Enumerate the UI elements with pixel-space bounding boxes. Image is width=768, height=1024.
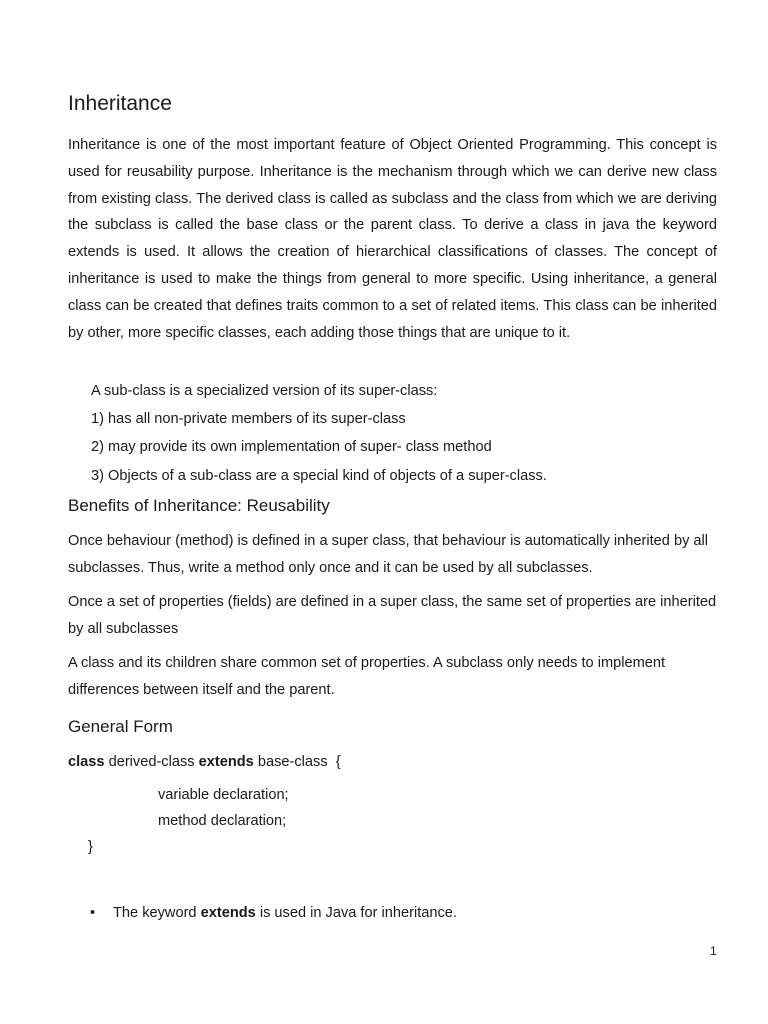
intro-paragraph: Inheritance is one of the most important feature of Object Oriented Programming. This concept is used for reusability purpose. Inheritance is the mechanism through which we can derive new class from existing class. The derived class is called as subclass and the class from which we are deriving the subclass is called the base class or the parent class. To derive a class in java the keyword extends is used. It allows the creation of hierarchical classifications of classes. The concept of inheritance is used to make the things from general to more specific. Using inheritance, a general class can be created that defines traits common to a set of related items. This class can be inherited by other, more specific classes, each adding those things that are unique to it.	[68, 137, 717, 341]
bullet-text-after: is used in Java for inheritance.	[255, 905, 457, 921]
code-body-line: variable declaration;	[158, 787, 289, 803]
derived-class-name: derived-class	[104, 754, 199, 770]
subclass-list-lead: A sub-class is a specialized version of its super-class:	[91, 383, 438, 399]
benefits-paragraph: Once behaviour (method) is defined in a super class, that behaviour is automatically inherited by all subclasses. Thus, write a method only once and it can be used by all subclasses.	[68, 533, 709, 576]
class-declaration-line	[68, 754, 341, 770]
general-form-heading: General Form	[68, 717, 173, 736]
benefits-paragraph: Once a set of properties (fields) are defined in a super class, the same set of properties are inherited by all subclasses	[68, 594, 717, 637]
benefits-heading: Benefits of Inheritance: Reusability	[68, 496, 330, 515]
subclass-list-item: 3) Objects of a sub-class are a special kind of objects of a super-class.	[91, 468, 547, 484]
extends-keyword: extends	[200, 905, 256, 921]
subclass-list-item: 1) has all non-private members of its super-class	[91, 411, 406, 427]
bullet-note	[113, 905, 457, 921]
bullet-text-before: The keyword	[113, 905, 201, 921]
benefits-paragraph: A class and its children share common set of properties. A subclass only needs to implement differences between itself and the parent.	[68, 655, 666, 698]
base-class-name: base-class {	[253, 754, 341, 770]
code-body-line: method declaration;	[158, 813, 287, 829]
bullet-marker: •	[90, 905, 96, 921]
extends-keyword: extends	[198, 754, 254, 770]
subclass-list-item: 2) may provide its own implementation of super- class method	[91, 439, 492, 455]
page-title: Inheritance	[68, 92, 172, 115]
code-closing-brace: }	[88, 839, 93, 855]
page-number: 1	[710, 944, 717, 958]
class-keyword: class	[68, 754, 105, 770]
